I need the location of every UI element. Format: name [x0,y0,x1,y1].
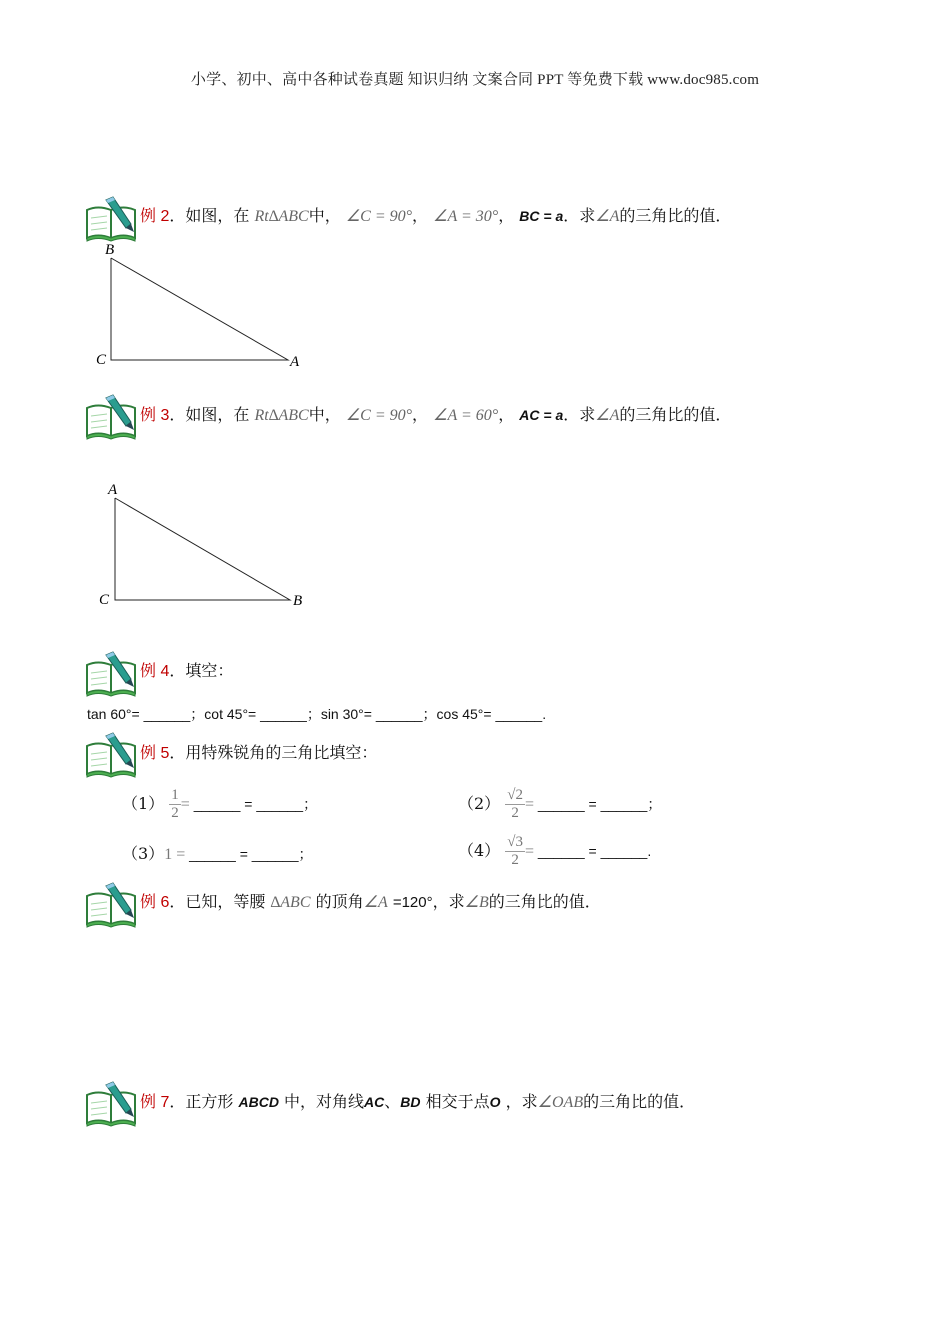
example-5-item-1: （1） $\frac{1}{2}$ = ______ = ______； [122,787,318,821]
math-expr: ∠OAB [537,1094,584,1111]
math-expr: ∠B [464,894,489,911]
math-expr: O [489,1094,501,1110]
example-5-item-3: （3）1 = ______ = ______； [122,844,313,863]
math-expr: ∠A [363,894,388,911]
triangle-figure [90,478,320,613]
vertex-label: B [293,593,303,609]
vertex-label: A [290,354,300,370]
book-pen-icon [84,196,140,242]
book-pen-icon [84,882,140,928]
math-expr: ∆ABC [270,894,311,911]
example-6-question: 例 6．已知，等腰 ∆ABC 的顶角∠A =120°，求∠B的三角比的值． [140,892,601,911]
math-expr: AC [364,1094,385,1110]
book-pen-icon [84,394,140,440]
book-pen-icon [84,1081,140,1127]
math-expr: ABCD [238,1094,279,1110]
example-label: 例 3 [140,407,170,424]
example-label: 例 5 [140,745,170,762]
math-expr: BD [400,1094,421,1110]
example-2-question: 例 2．如图，在 Rt∆ABC中， ∠C = 90°， ∠A = 30°， BC = a．求∠A的三角比的值． [140,206,732,225]
vertex-label: B [105,242,115,258]
math-expr: BC = a [519,208,564,224]
vertex-label: C [99,592,110,608]
example-4-question: 例 4．填空： [140,661,234,680]
math-expr: ∠A = 30° [433,208,499,225]
math-expr: ∠C = 90° [345,208,413,225]
example-label: 例 2 [140,208,170,225]
page-header: 小学、初中、高中各种试卷真题 知识归纳 文案合同 PPT 等免费下载 www.doc985.com [190,72,760,88]
math-expr: ∠A [595,407,620,424]
example-5-question: 例 5．用特殊锐角的三角比填空： [140,743,378,762]
fraction: $\frac{√3}{2}$ [507,834,524,868]
example-4-fill-blanks: tan 60°= ______；cot 45°= ______；sin 30°= ______；cos 45°= ______. [87,706,547,722]
example-label: 例 7 [140,1094,170,1111]
example-3-question: 例 3．如图，在 Rt∆ABC中， ∠C = 90°， ∠A = 60°， AC = a．求∠A的三角比的值． [140,405,732,424]
math-expr: Rt∆ABC [254,208,309,225]
math-expr: ∠C = 90° [345,407,413,424]
example-5-item-2: （2） $\frac{√2}{2}$ = ______ = ______； [458,787,662,821]
vertex-label: A [108,482,118,498]
example-5-item-4: （4） $\frac{√3}{2}$ = ______ = ______. [458,834,652,868]
math-expr: ∠A = 60° [433,407,499,424]
book-pen-icon [84,732,140,778]
math-expr: ∠A [595,208,620,225]
book-pen-icon [84,651,140,697]
triangle-figure [90,238,320,373]
example-label: 例 6 [140,894,170,911]
example-label: 例 4 [140,663,170,680]
example-7-question: 例 7．正方形 ABCD 中，对角线AC、BD 相交于点O ，求∠OAB的三角比的值． [140,1092,696,1111]
fraction: $\frac{√2}{2}$ [507,787,524,821]
vertex-label: C [96,352,107,368]
math-expr: AC = a [519,407,564,423]
fraction: $\frac{1}{2}$ [171,787,179,821]
math-expr: Rt∆ABC [254,407,309,424]
